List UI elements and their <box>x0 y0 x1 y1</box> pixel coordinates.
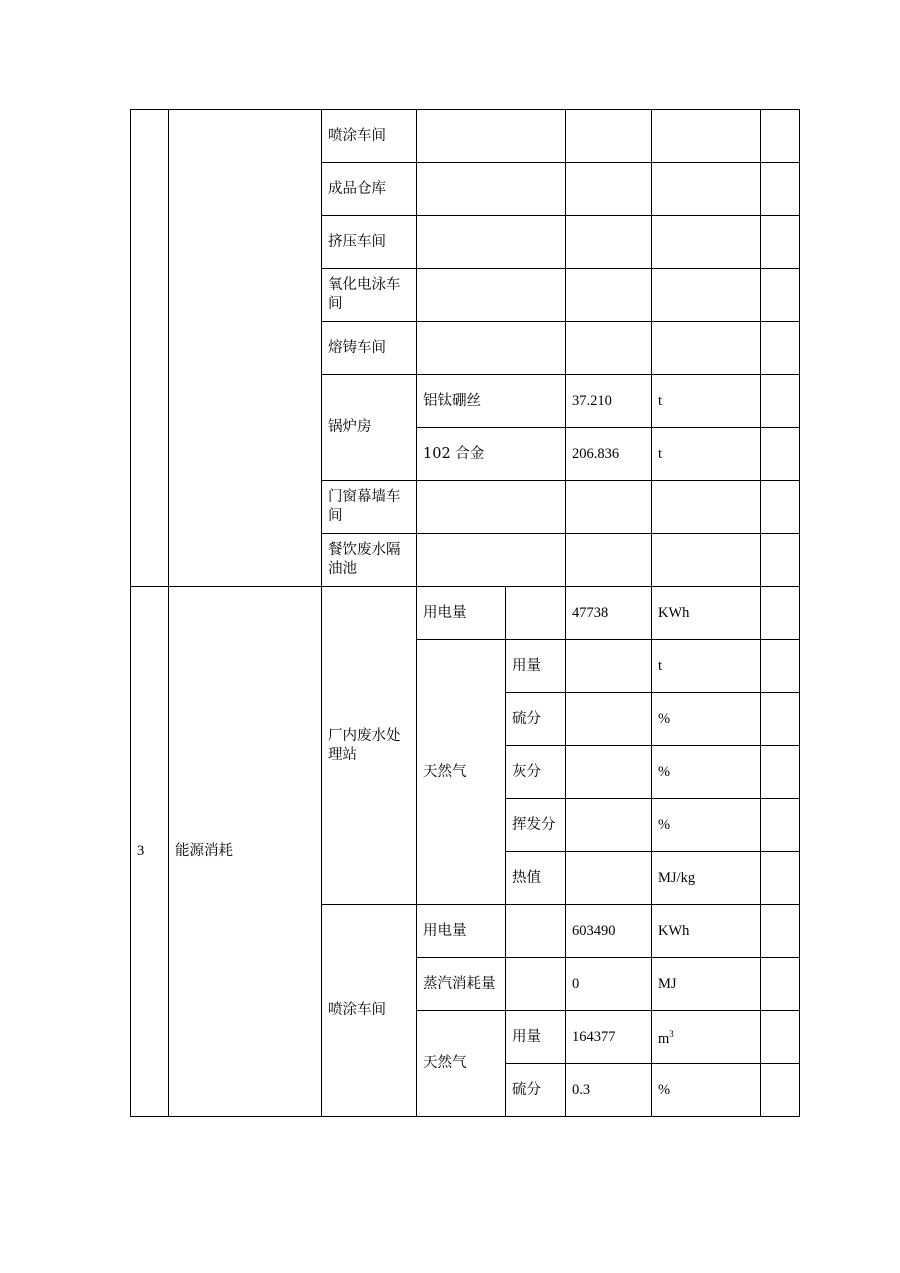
unit-cell <box>652 110 761 163</box>
remark-cell <box>761 852 800 905</box>
sub-item-name: 灰分 <box>506 746 566 799</box>
remark-cell <box>761 322 800 375</box>
value-cell: 47738 <box>566 587 652 640</box>
workshop-name: 挤压车间 <box>322 216 417 269</box>
unit-cell <box>652 269 761 322</box>
table-row <box>131 587 800 640</box>
section-title: 能源消耗 <box>169 587 322 1117</box>
section-index: 3 <box>131 587 169 1117</box>
item-cell <box>417 269 566 322</box>
item-name: 用电量 <box>417 587 506 640</box>
value-cell <box>566 269 652 322</box>
table-row <box>131 110 800 163</box>
remark-cell <box>761 958 800 1011</box>
sub-item-name: 挥发分 <box>506 799 566 852</box>
workshop-name: 喷涂车间 <box>322 110 417 163</box>
unit-cell <box>652 1011 761 1064</box>
remark-cell <box>761 375 800 428</box>
sub-item-cell <box>506 905 566 958</box>
value-cell <box>566 322 652 375</box>
value-cell <box>566 746 652 799</box>
item-name: 102 合金 <box>417 428 566 481</box>
unit-cell: MJ/kg <box>652 852 761 905</box>
item-name: 用电量 <box>417 905 506 958</box>
value-cell <box>566 640 652 693</box>
unit-cell: MJ <box>652 958 761 1011</box>
item-cell <box>417 216 566 269</box>
remark-cell <box>761 693 800 746</box>
unit-cell: % <box>652 799 761 852</box>
sub-item-cell <box>506 587 566 640</box>
unit-cell <box>652 216 761 269</box>
unit-cell <box>652 534 761 587</box>
remark-cell <box>761 1011 800 1064</box>
value-cell <box>566 534 652 587</box>
unit-cell: t <box>652 375 761 428</box>
unit-cell: t <box>652 428 761 481</box>
value-cell: 0.3 <box>566 1064 652 1117</box>
unit-cell: KWh <box>652 905 761 958</box>
sub-item-name: 硫分 <box>506 1064 566 1117</box>
item-name: 铝钛硼丝 <box>417 375 566 428</box>
unit-cell: % <box>652 746 761 799</box>
unit-cell: KWh <box>652 587 761 640</box>
item-cell <box>417 322 566 375</box>
remark-cell <box>761 640 800 693</box>
value-cell <box>566 163 652 216</box>
remark-cell <box>761 799 800 852</box>
remark-cell <box>761 587 800 640</box>
value-cell <box>566 216 652 269</box>
unit-cell: t <box>652 640 761 693</box>
workshop-name: 熔铸车间 <box>322 322 417 375</box>
index-cell-empty <box>131 110 169 587</box>
unit-cell <box>652 163 761 216</box>
value-cell: 603490 <box>566 905 652 958</box>
value-cell <box>566 110 652 163</box>
item-name: 天然气 <box>417 1011 506 1117</box>
remark-cell <box>761 534 800 587</box>
remark-cell <box>761 905 800 958</box>
unit-cell <box>652 481 761 534</box>
remark-cell <box>761 163 800 216</box>
remark-cell <box>761 269 800 322</box>
sub-item-name: 热值 <box>506 852 566 905</box>
workshop-name: 门窗幕墙车间 <box>322 481 417 534</box>
workshop-name: 锅炉房 <box>322 375 417 481</box>
unit-cell <box>652 322 761 375</box>
workshop-name: 氧化电泳车间 <box>322 269 417 322</box>
remark-cell <box>761 428 800 481</box>
unit-text: m <box>658 1030 670 1047</box>
item-cell <box>417 110 566 163</box>
sub-item-name: 硫分 <box>506 693 566 746</box>
remark-cell <box>761 110 800 163</box>
unit-cell: % <box>652 1064 761 1117</box>
item-cell <box>417 481 566 534</box>
value-cell: 37.210 <box>566 375 652 428</box>
workshop-name: 喷涂车间 <box>322 905 417 1117</box>
value-cell <box>566 481 652 534</box>
remark-cell <box>761 1064 800 1117</box>
workshop-name: 餐饮废水隔油池 <box>322 534 417 587</box>
value-cell: 206.836 <box>566 428 652 481</box>
value-cell: 164377 <box>566 1011 652 1064</box>
remark-cell <box>761 746 800 799</box>
sub-item-cell <box>506 958 566 1011</box>
value-cell <box>566 852 652 905</box>
energy-consumption-table <box>130 109 800 1117</box>
item-cell <box>417 163 566 216</box>
sub-item-name: 用量 <box>506 1011 566 1064</box>
item-name: 蒸汽消耗量 <box>417 958 506 1011</box>
value-cell <box>566 799 652 852</box>
sub-item-name: 用量 <box>506 640 566 693</box>
remark-cell <box>761 481 800 534</box>
value-cell <box>566 693 652 746</box>
workshop-name: 成品仓库 <box>322 163 417 216</box>
item-cell <box>417 534 566 587</box>
unit-cell: % <box>652 693 761 746</box>
value-cell: 0 <box>566 958 652 1011</box>
unit-superscript: 3 <box>669 1029 674 1040</box>
item-name: 天然气 <box>417 640 506 905</box>
remark-cell <box>761 216 800 269</box>
workshop-name: 厂内废水处理站 <box>322 587 417 905</box>
category-cell-empty <box>169 110 322 587</box>
